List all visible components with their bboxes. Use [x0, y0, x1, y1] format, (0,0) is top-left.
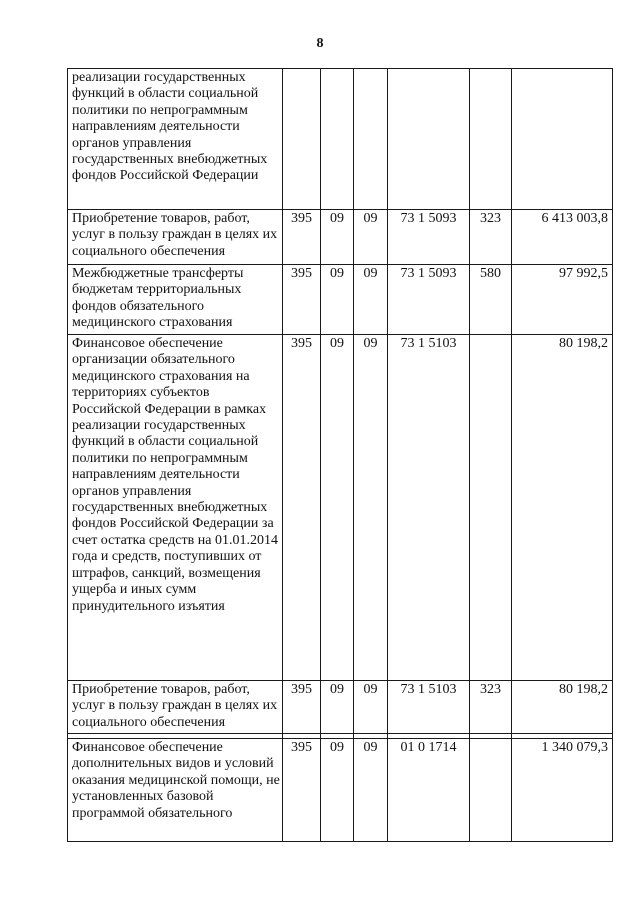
expense-type-code [470, 739, 512, 842]
target-code: 73 1 5103 [388, 335, 470, 681]
subsection-code: 09 [354, 681, 388, 734]
expense-type-code: 323 [470, 210, 512, 265]
row-name: Межбюджетные трансферты бюджетам территориальных фондов обязательного медицинского страхования [68, 265, 283, 335]
table-row [68, 210, 613, 265]
row-name: Финансовое обеспечение дополнительных видов и условий оказания медицинской помощи, не установленных базовой программой обязательного [68, 739, 283, 842]
row-name: реализации государственных функций в области социальной политики по непрограммным направлениям деятельности органов управления государственных внебюджетных фондов Российской Федерации [68, 69, 283, 210]
expense-type-code [470, 69, 512, 210]
ministry-code: 395 [283, 210, 321, 265]
target-code: 73 1 5093 [388, 265, 470, 335]
ministry-code: 395 [283, 335, 321, 681]
amount: 6 413 003,8 [512, 210, 613, 265]
row-name: Финансовое обеспечение организации обязательного медицинского страхования на территориях субъектов Российской Федерации в рамках реализации государственных функций в области социальной политики по непрограммным направлениям деятельности органов управления государственных внебюджетных фондов Российской Федерации за счет остатка средств на 01.01.2014 года и средств, поступивших от штрафов, санкций, возмещения ущерба и иных сумм принудительного изъятия [68, 335, 283, 681]
section-code: 09 [321, 739, 354, 842]
ministry-code: 395 [283, 265, 321, 335]
table-row [68, 739, 613, 842]
ministry-code [283, 69, 321, 210]
table-row [68, 265, 613, 335]
expense-type-code [470, 335, 512, 681]
subsection-code: 09 [354, 265, 388, 335]
target-code: 73 1 5093 [388, 210, 470, 265]
row-name: Приобретение товаров, работ, услуг в пользу граждан в целях их социального обеспечения [68, 210, 283, 265]
ministry-code: 395 [283, 739, 321, 842]
table-row [68, 69, 613, 210]
ministry-code: 395 [283, 681, 321, 734]
subsection-code: 09 [354, 335, 388, 681]
subsection-code: 09 [354, 739, 388, 842]
target-code [388, 69, 470, 210]
subsection-code [354, 69, 388, 210]
section-code: 09 [321, 681, 354, 734]
section-code: 09 [321, 210, 354, 265]
section-code: 09 [321, 265, 354, 335]
row-name: Приобретение товаров, работ, услуг в пользу граждан в целях их социального обеспечения [68, 681, 283, 734]
subsection-code: 09 [354, 210, 388, 265]
amount: 80 198,2 [512, 681, 613, 734]
expense-type-code: 323 [470, 681, 512, 734]
page-number: 8 [316, 36, 324, 51]
expense-type-code: 580 [470, 265, 512, 335]
target-code: 73 1 5103 [388, 681, 470, 734]
amount: 97 992,5 [512, 265, 613, 335]
amount: 80 198,2 [512, 335, 613, 681]
table-row [68, 335, 613, 681]
target-code: 01 0 1714 [388, 739, 470, 842]
section-code [321, 69, 354, 210]
amount: 1 340 079,3 [512, 739, 613, 842]
table-row [68, 681, 613, 734]
amount [512, 69, 613, 210]
budget-table [67, 68, 613, 842]
section-code: 09 [321, 335, 354, 681]
